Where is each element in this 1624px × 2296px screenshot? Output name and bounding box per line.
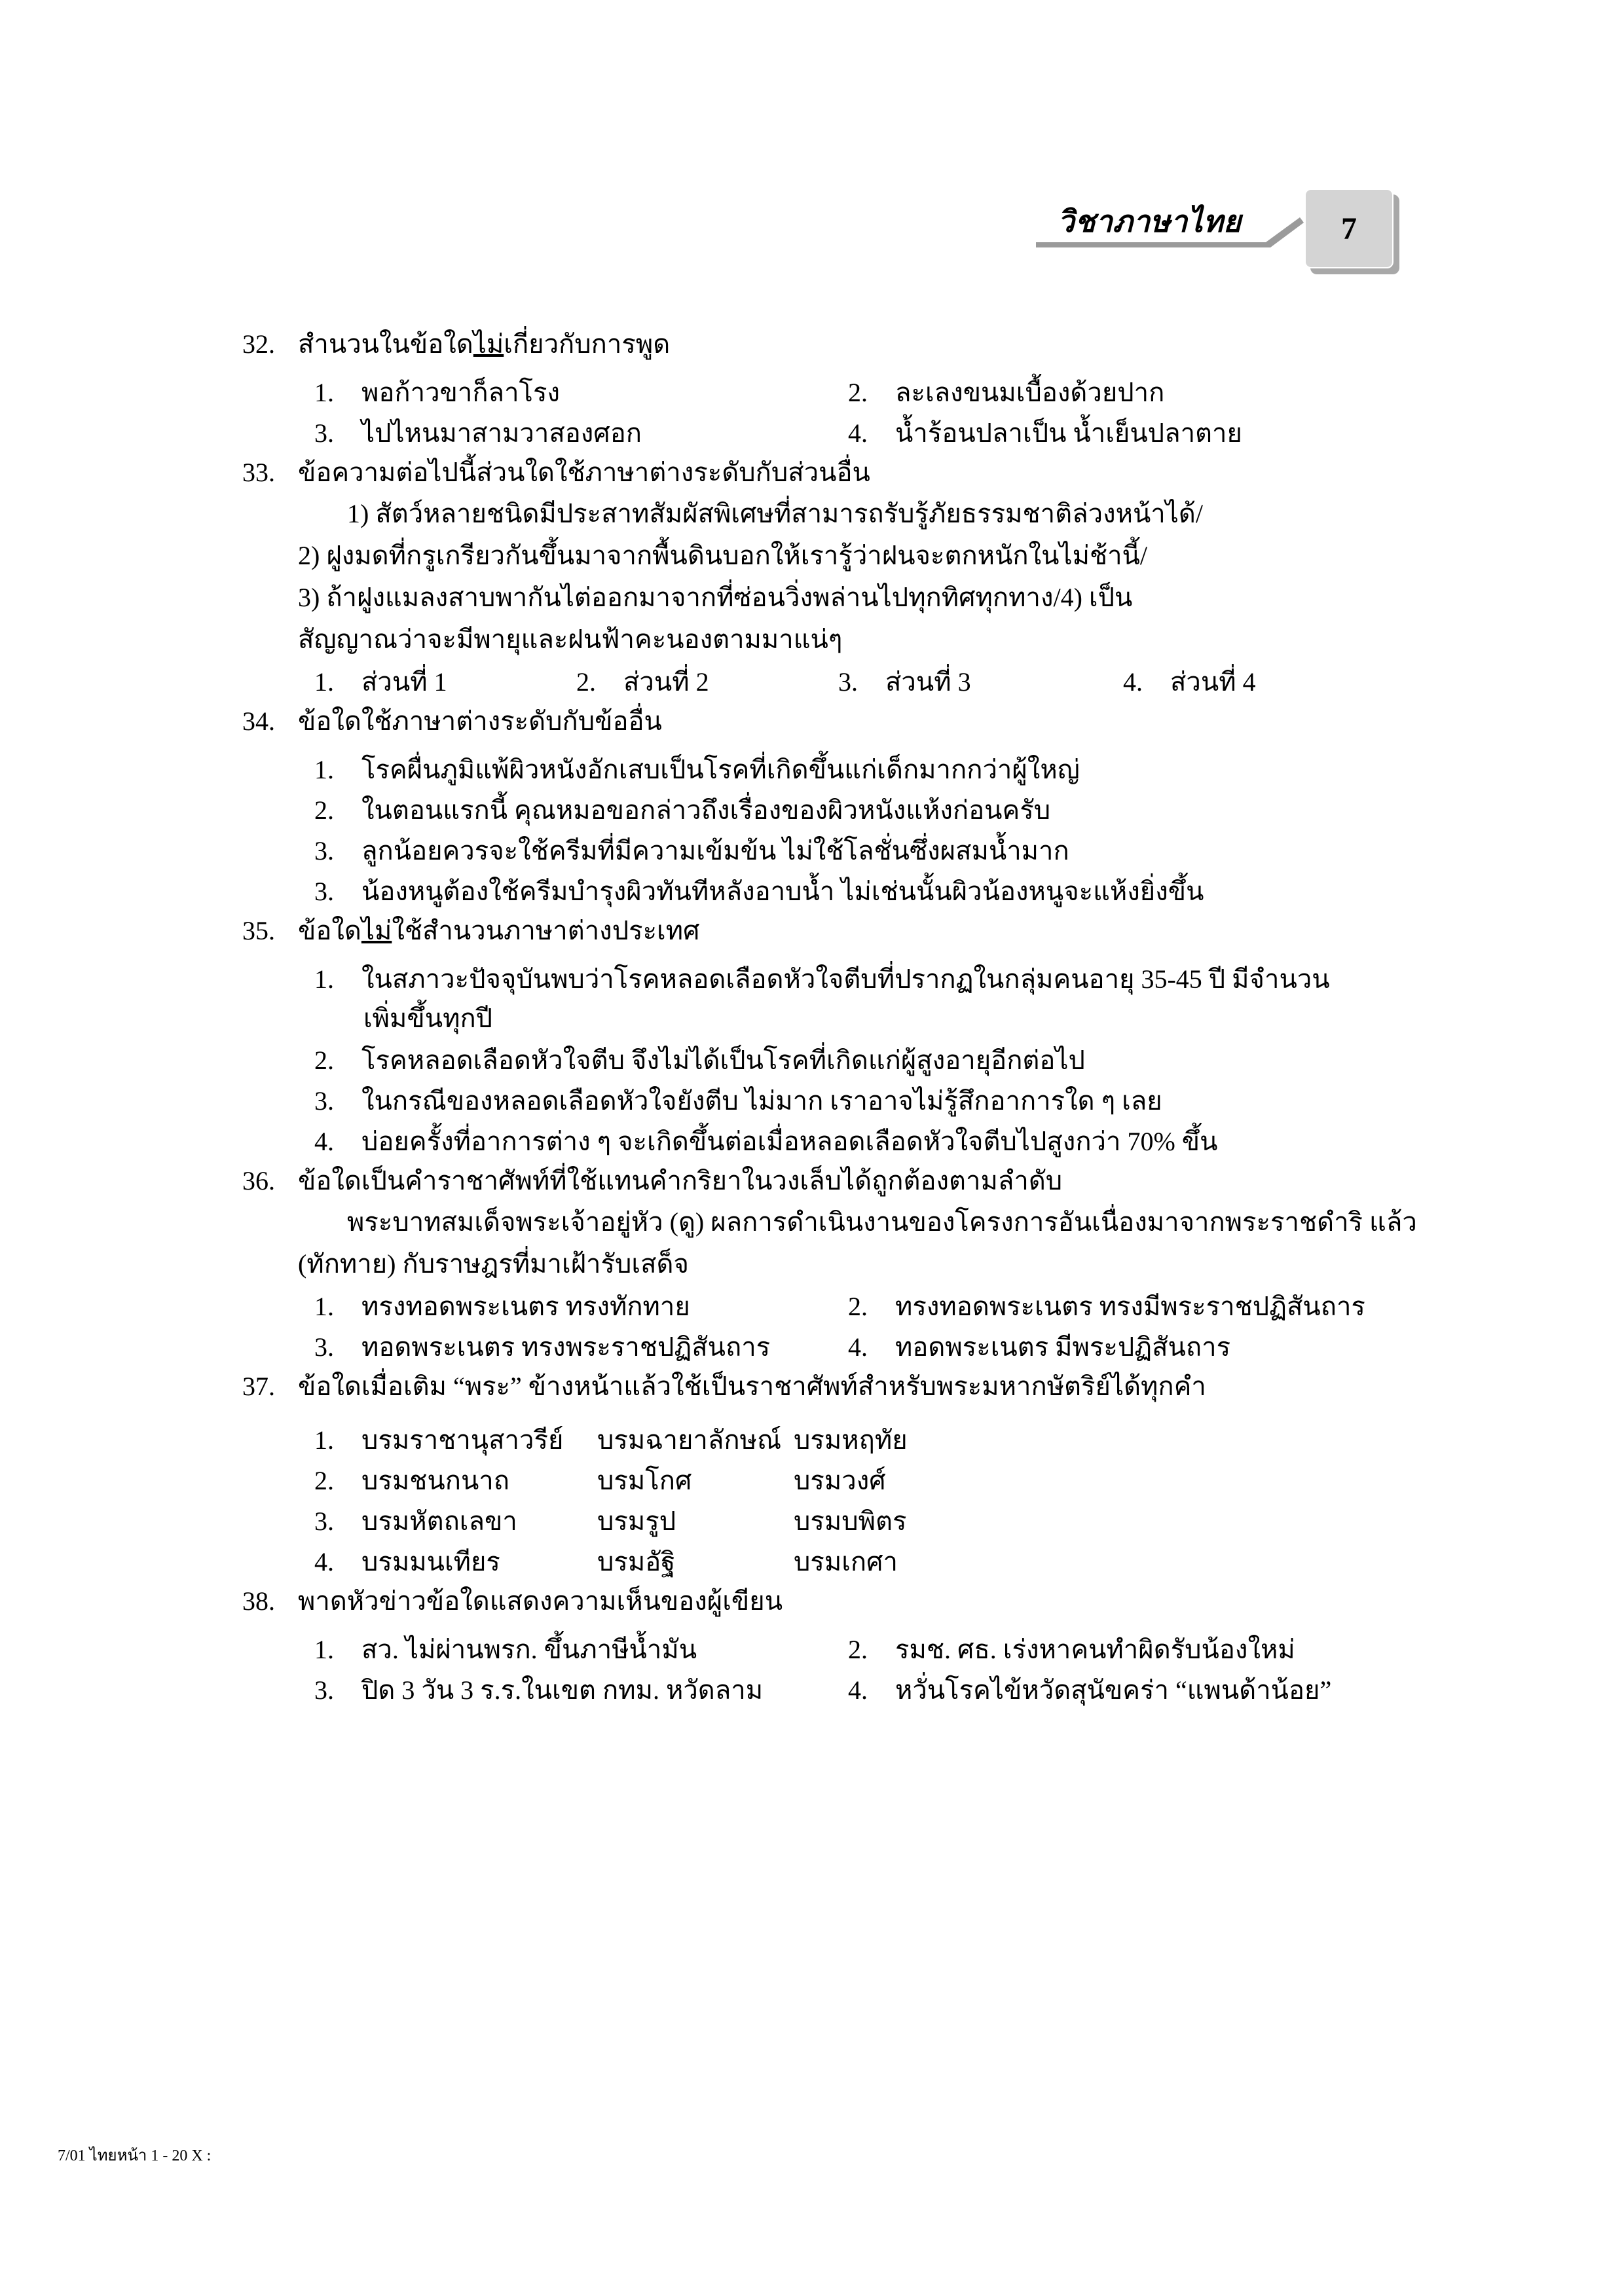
option-row <box>0 1459 1624 1500</box>
option-number: 2. <box>314 1046 334 1075</box>
option-row <box>0 1039 1624 1080</box>
option-row <box>0 1080 1624 1120</box>
option-number: 2. <box>314 1466 334 1495</box>
option-item[interactable] <box>314 1326 770 1368</box>
option-word-3: บรมวงศ์ <box>794 1466 886 1495</box>
passage-line: สัญญาณว่าจะมีพายุและฝนฟ้าคะนองตามมาแน่ๆ <box>298 625 843 654</box>
question-number: 34. <box>242 706 275 736</box>
question-text <box>298 701 662 742</box>
option-item[interactable] <box>848 412 1242 454</box>
option-item[interactable] <box>314 661 447 702</box>
option-row <box>0 1285 1624 1326</box>
option-text: ทอดพระเนตร ทรงพระราชปฏิสันถาร <box>361 1332 771 1362</box>
option-number: 1. <box>314 667 334 697</box>
page-number: 7 <box>1341 211 1357 246</box>
option-text: ในสภาวะปัจจุบันพบว่าโรคหลอดเลือดหัวใจตีบที่ปรากฏในกลุ่มคนอายุ 35-45 ปี มีจำนวน <box>361 964 1330 994</box>
option-item[interactable] <box>314 1285 690 1327</box>
option-row <box>0 661 1624 701</box>
question-text-before: ข้อใดเมื่อเติม “พระ” ข้างหน้าแล้วใช้เป็นราชาศัพท์สำหรับพระมหากษัตริย์ได้ทุกคำ <box>298 1372 1206 1401</box>
option-row <box>0 1120 1624 1161</box>
option-word-3: บรมเกศา <box>794 1547 898 1576</box>
passage-line: 2) ฝูงมดที่กรูเกรียวกันขึ้นมาจากพื้นดินบอกให้เรารู้ว่าฝนจะตกหนักในไม่ช้านี้/ <box>298 541 1148 570</box>
option-item[interactable] <box>314 412 642 454</box>
question-heading <box>0 452 1624 493</box>
question-number: 33. <box>242 458 275 487</box>
option-text: ส่วนที่ 2 <box>623 667 709 697</box>
option-row <box>0 958 1624 998</box>
question-text <box>298 911 699 951</box>
question-heading <box>0 1161 1624 1201</box>
option-number: 4. <box>848 1675 868 1705</box>
question-text <box>298 324 670 365</box>
question-text-before: สำนวนในข้อใด <box>298 329 473 359</box>
option-number: 1. <box>314 1635 334 1664</box>
option-word-1: บรมชนกนาถ <box>361 1466 509 1495</box>
option-text: น้ำร้อนปลาเป็น น้ำเย็นปลาตาย <box>895 418 1242 448</box>
question-text-before: พาดหัวข่าวข้อใดแสดงความเห็นของผู้เขียน <box>298 1586 783 1616</box>
option-number: 1. <box>314 1425 334 1455</box>
passage-line: 1) สัตว์หลายชนิดมีประสาทสัมผัสพิเศษที่สามารถรับรู้ภัยธรรมชาติล่วงหน้าได้/ <box>347 499 1203 528</box>
option-word-1: บรมหัตถเลขา <box>361 1506 517 1536</box>
option-text: ทอดพระเนตร มีพระปฏิสันถาร <box>895 1332 1231 1362</box>
option-text: ในตอนแรกนี้ คุณหมอขอกล่าวถึงเรื่องของผิวหนังแห้งก่อนครับ <box>361 795 1051 825</box>
option-item[interactable] <box>848 1628 1295 1670</box>
option-row <box>0 1540 1624 1581</box>
question-text <box>298 1366 1206 1407</box>
option-item[interactable] <box>314 748 1080 790</box>
header-rule <box>1036 242 1270 247</box>
option-number: 4. <box>314 1127 334 1156</box>
question-heading <box>0 911 1624 951</box>
option-item[interactable] <box>314 789 1050 831</box>
option-text: ไปไหนมาสามวาสองศอก <box>361 418 642 448</box>
option-number: 3. <box>314 1506 334 1536</box>
question-heading <box>0 701 1624 742</box>
option-word-1: บรมมนเทียร <box>361 1547 500 1576</box>
question-text-after: เกี่ยวกับการพูด <box>504 329 671 359</box>
option-word-2: บรมอัฐิ <box>597 1547 676 1576</box>
option-text: ละเลงขนมเบื้องด้วยปาก <box>895 378 1165 407</box>
question-number: 35. <box>242 916 275 945</box>
option-item[interactable] <box>314 870 1204 912</box>
question-heading <box>0 324 1624 365</box>
question-block-37 <box>0 1366 1624 1581</box>
option-text: รมช. ศธ. เร่งหาคนทำผิดรับน้องใหม่ <box>895 1635 1295 1664</box>
option-item[interactable] <box>314 1628 697 1670</box>
option-text: พอก้าวขาก็ลาโรง <box>361 378 561 407</box>
option-word-1: บรมราชานุสาวรีย์ <box>361 1425 564 1455</box>
option-text: ลูกน้อยควรจะใช้ครีมที่มีความเข้มข้น ไม่ใช้โลชั่นซึ่งผสมน้ำมาก <box>361 836 1069 866</box>
option-row <box>0 1669 1624 1709</box>
question-block-32 <box>0 324 1624 452</box>
option-item[interactable] <box>314 1080 1162 1121</box>
option-row <box>0 789 1624 829</box>
option-number: 1. <box>314 755 334 784</box>
question-number: 38. <box>242 1586 275 1616</box>
question-text <box>298 1581 783 1622</box>
option-item[interactable] <box>848 1326 1230 1368</box>
option-row <box>0 1500 1624 1540</box>
option-text: ทรงทอดพระเนตร ทรงมีพระราชปฏิสันถาร <box>895 1292 1365 1321</box>
option-text: หวั่นโรคไข้หวัดสุนัขคร่า “แพนด้าน้อย” <box>895 1675 1332 1705</box>
option-number: 4. <box>848 418 868 448</box>
option-word-3: บรมบพิตร <box>794 1506 907 1536</box>
option-number: 4. <box>848 1332 868 1362</box>
option-number: 3. <box>314 418 334 448</box>
option-item[interactable] <box>314 1419 908 1461</box>
option-item[interactable] <box>848 371 1164 413</box>
question-text-before: ข้อใดเป็นคำราชาศัพท์ที่ใช้แทนคำกริยาในวงเล็บได้ถูกต้องตามลำดับ <box>298 1166 1063 1195</box>
passage-line: 3) ถ้าฝูงแมลงสาบพากันไต่ออกมาจากที่ซ่อนวิ่งพล่านไปทุกทิศทุกทาง/4) เป็น <box>298 583 1133 612</box>
question-block-35 <box>0 911 1624 1161</box>
option-text: โรคหลอดเลือดหัวใจตีบ จึงไม่ได้เป็นโรคที่เกิดแก่ผู้สูงอายุอีกต่อไป <box>361 1046 1085 1075</box>
option-number: 1. <box>314 964 334 994</box>
page-footer: 7/01 ไทยหน้า 1 - 20 X : <box>58 2147 212 2164</box>
option-item[interactable] <box>848 1669 1331 1711</box>
option-item[interactable] <box>314 1120 1217 1162</box>
option-item[interactable] <box>314 958 1330 1000</box>
option-word-3: บรมหฤทัย <box>794 1425 908 1455</box>
option-number: 4. <box>314 1547 334 1576</box>
option-number: 3. <box>838 667 858 697</box>
page-number-box <box>1304 189 1393 268</box>
option-word-2: บรมโกศ <box>597 1466 692 1495</box>
option-item[interactable] <box>314 1459 886 1501</box>
question-text-after: ใช้สำนวนภาษาต่างประเทศ <box>392 916 700 945</box>
option-item[interactable] <box>576 661 709 702</box>
option-text: สว. ไม่ผ่านพรก. ขึ้นภาษีน้ำมัน <box>361 1635 697 1664</box>
option-row <box>0 1628 1624 1669</box>
option-row <box>0 1326 1624 1366</box>
option-number: 2. <box>848 378 868 407</box>
option-row <box>0 1419 1624 1459</box>
question-number: 32. <box>242 329 275 359</box>
option-item[interactable] <box>1123 661 1256 702</box>
question-block-33 <box>0 452 1624 701</box>
option-item[interactable] <box>314 1039 1085 1081</box>
question-block-34 <box>0 701 1624 911</box>
question-number: 37. <box>242 1372 275 1401</box>
passage-line: (ทักทาย) กับราษฎรที่มาเฝ้ารับเสด็จ <box>298 1249 689 1279</box>
option-row <box>0 870 1624 911</box>
option-item[interactable] <box>314 829 1069 871</box>
option-row <box>0 829 1624 870</box>
option-item[interactable] <box>314 1669 763 1711</box>
option-text: ส่วนที่ 1 <box>361 667 447 697</box>
option-word-2: บรมฉายาลักษณ์ <box>597 1425 782 1455</box>
option-number: 2. <box>314 795 334 825</box>
question-text <box>298 1161 1062 1201</box>
option-number: 3. <box>314 1675 334 1705</box>
question-text-before: ข้อใดใช้ภาษาต่างระดับกับข้ออื่น <box>298 706 662 736</box>
passage-line: พระบาทสมเด็จพระเจ้าอยู่หัว (ดู) ผลการดำเนินงานของโครงการอันเนื่องมาจากพระราชดำริ แล้ว <box>347 1207 1417 1237</box>
option-item[interactable] <box>314 371 560 413</box>
option-number: 4. <box>1123 667 1143 697</box>
option-item[interactable] <box>848 1285 1365 1327</box>
option-number: 2. <box>576 667 596 697</box>
option-text: ปิด 3 วัน 3 ร.ร.ในเขต กทม. หวัดลาม <box>361 1675 764 1705</box>
page-header <box>995 183 1454 282</box>
question-negation: ไม่ <box>361 916 392 945</box>
option-item[interactable] <box>314 1500 906 1542</box>
option-word-2: บรมรูป <box>597 1506 676 1536</box>
question-text-before: ข้อใด <box>298 916 361 945</box>
question-heading <box>0 1581 1624 1622</box>
option-number: 3. <box>314 1332 334 1362</box>
question-negation: ไม่ <box>473 329 504 359</box>
header-rule-diagonal <box>1266 217 1305 247</box>
option-text: น้องหนูต้องใช้ครีมบำรุงผิวทันทีหลังอาบน้ำ ไม่เช่นนั้นผิวน้องหนูจะแห้งยิ่งขึ้น <box>361 877 1204 906</box>
option-text-continuation: เพิ่มขึ้นทุกปี <box>363 1004 493 1033</box>
question-block-36 <box>0 1161 1624 1366</box>
option-number: 2. <box>848 1635 868 1664</box>
question-block-38 <box>0 1581 1624 1709</box>
option-text: บ่อยครั้งที่อาการต่าง ๆ จะเกิดขึ้นต่อเมื่อหลอดเลือดหัวใจตีบไปสูงกว่า 70% ขึ้น <box>361 1127 1218 1156</box>
option-number: 3. <box>314 1086 334 1116</box>
option-row <box>0 371 1624 412</box>
option-number: 1. <box>314 1292 334 1321</box>
option-text: ในกรณีของหลอดเลือดหัวใจยังตีบ ไม่มาก เราอาจไม่รู้สึกอาการใด ๆ เลย <box>361 1086 1162 1116</box>
option-text: โรคผื่นภูมิแพ้ผิวหนังอักเสบเป็นโรคที่เกิดขึ้นแก่เด็กมากกว่าผู้ใหญ่ <box>361 755 1080 784</box>
option-row <box>0 748 1624 789</box>
option-item[interactable] <box>838 661 971 702</box>
question-text-before: ข้อความต่อไปนี้ส่วนใดใช้ภาษาต่างระดับกับส่วนอื่น <box>298 458 870 487</box>
option-number: 3. <box>314 877 334 906</box>
question-number: 36. <box>242 1166 275 1195</box>
question-heading <box>0 1366 1624 1407</box>
option-item[interactable] <box>314 1540 898 1582</box>
question-text <box>298 452 870 493</box>
subject-title: วิชาภาษาไทย <box>1058 205 1242 238</box>
questions-container <box>0 324 1624 1709</box>
option-row <box>0 412 1624 452</box>
option-text: ส่วนที่ 3 <box>885 667 971 697</box>
option-number: 2. <box>848 1292 868 1321</box>
option-text: ส่วนที่ 4 <box>1170 667 1256 697</box>
option-text: ทรงทอดพระเนตร ทรงทักทาย <box>361 1292 690 1321</box>
option-number: 1. <box>314 378 334 407</box>
option-number: 3. <box>314 836 334 866</box>
